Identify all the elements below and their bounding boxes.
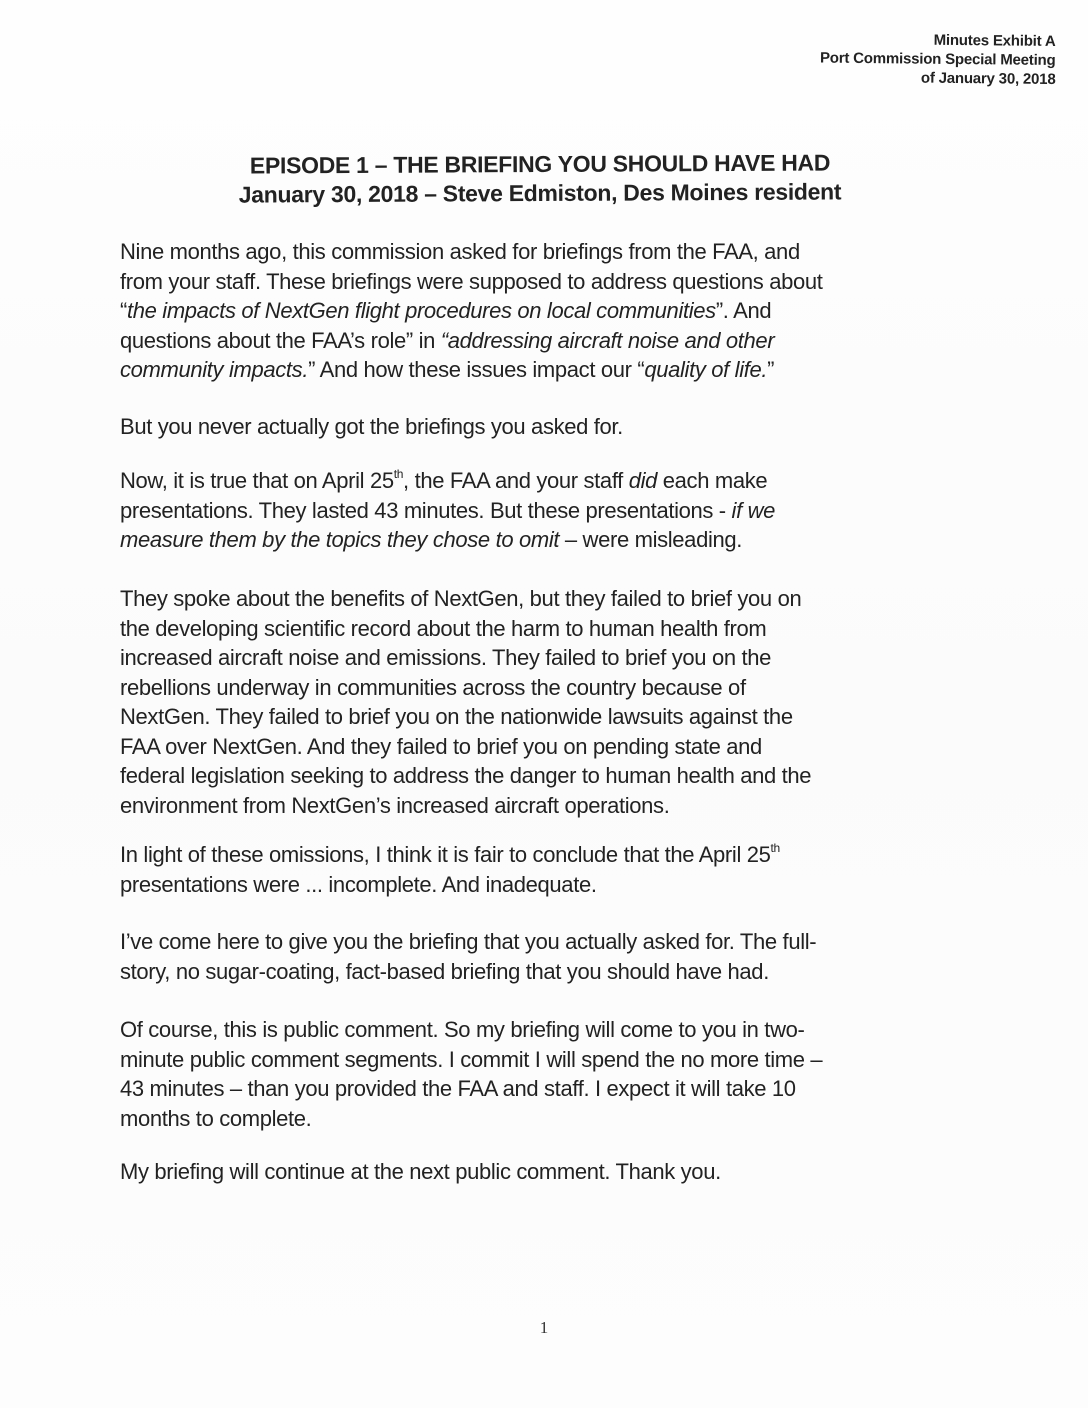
text-line: But you never actually got the briefings you asked for. — [120, 414, 623, 439]
text-line: They spoke about the benefits of NextGen, but they failed to brief you on — [120, 586, 802, 611]
exhibit-header — [820, 32, 1056, 89]
paragraph-4 — [120, 584, 980, 820]
text-line: I’ve come here to give you the briefing that you actually asked for. The full- — [120, 929, 817, 954]
text-line: story, no sugar-coating, fact-based briefing that you should have had. — [120, 958, 769, 984]
quoted-text: quality of life. — [644, 357, 768, 382]
text-line: months to complete. — [120, 1105, 312, 1131]
author-date-line: January 30, 2018 – Steve Edmiston, Des Moines resident — [238, 178, 842, 208]
quoted-text: “addressing aircraft noise and other — [440, 327, 775, 353]
meeting-date: of January 30, 2018 — [921, 69, 1057, 88]
emphasis-text: measure them by the topics they chose to omit — [120, 527, 560, 552]
text-line: Of course, this is public comment. So my briefing will come to you in two- — [120, 1017, 805, 1042]
paragraph-5 — [120, 840, 980, 899]
text-line: minute public comment segments. I commit I will spend the no more time – — [120, 1046, 823, 1072]
paragraph-7 — [120, 1015, 980, 1133]
text-line: rebellions underway in communities across the country because of — [120, 674, 746, 700]
text-line: the developing scientific record about the harm to human health from — [120, 615, 767, 641]
quoted-text: community impacts. — [120, 357, 309, 382]
text-line: In light of these omissions, I think it is fair to conclude that the April 25th — [120, 840, 780, 867]
text-line: from your staff. These briefings were supposed to address questions about — [120, 268, 823, 294]
emphasis-text: if we — [731, 497, 776, 523]
paragraph-8 — [120, 1157, 980, 1187]
text-line: “the impacts of NextGen flight procedures on local communities”. And — [120, 298, 772, 323]
text-line: federal legislation seeking to address the danger to human health and the — [120, 763, 812, 788]
text-line: environment from NextGen’s increased aircraft operations. — [120, 792, 670, 818]
text-line: increased aircraft noise and emissions. They failed to brief you on the — [120, 645, 772, 670]
text-line: Now, it is true that on April 25th, the FAA and your staff did each make — [120, 466, 768, 493]
emphasis-text: did — [628, 468, 658, 493]
text-line: measure them by the topics they chose to omit – were misleading. — [120, 527, 743, 552]
text-line: FAA over NextGen. And they failed to brief you on pending state and — [120, 733, 762, 759]
text-line: Nine months ago, this commission asked for briefings from the FAA, and — [120, 239, 800, 264]
text-line: My briefing will continue at the next public comment. Thank you. — [120, 1159, 721, 1184]
paragraph-6 — [120, 927, 980, 986]
page-number: 1 — [539, 1318, 549, 1337]
episode-heading: EPISODE 1 – THE BRIEFING YOU SHOULD HAVE HAD — [249, 149, 831, 179]
text-line: 43 minutes – than you provided the FAA and staff. I expect it will take 10 — [120, 1076, 796, 1101]
paragraph-1 — [120, 237, 980, 385]
exhibit-label: Minutes Exhibit A — [934, 31, 1057, 50]
quoted-text: the impacts of NextGen flight procedures on local communities — [126, 298, 716, 323]
paragraph-3 — [120, 466, 980, 555]
text-line: presentations. They lasted 43 minutes. But these presentations - if we — [120, 497, 776, 523]
paragraph-2 — [120, 412, 980, 442]
document-title — [110, 150, 970, 208]
text-line: community impacts.” And how these issues impact our “quality of life.” — [120, 357, 775, 382]
meeting-name: Port Commission Special Meeting — [820, 49, 1057, 69]
text-line: NextGen. They failed to brief you on the nationwide lawsuits against the — [120, 704, 793, 729]
text-line: questions about the FAA’s role” in “addressing aircraft noise and other — [120, 327, 775, 353]
text-line: presentations were ... incomplete. And inadequate. — [120, 871, 597, 897]
